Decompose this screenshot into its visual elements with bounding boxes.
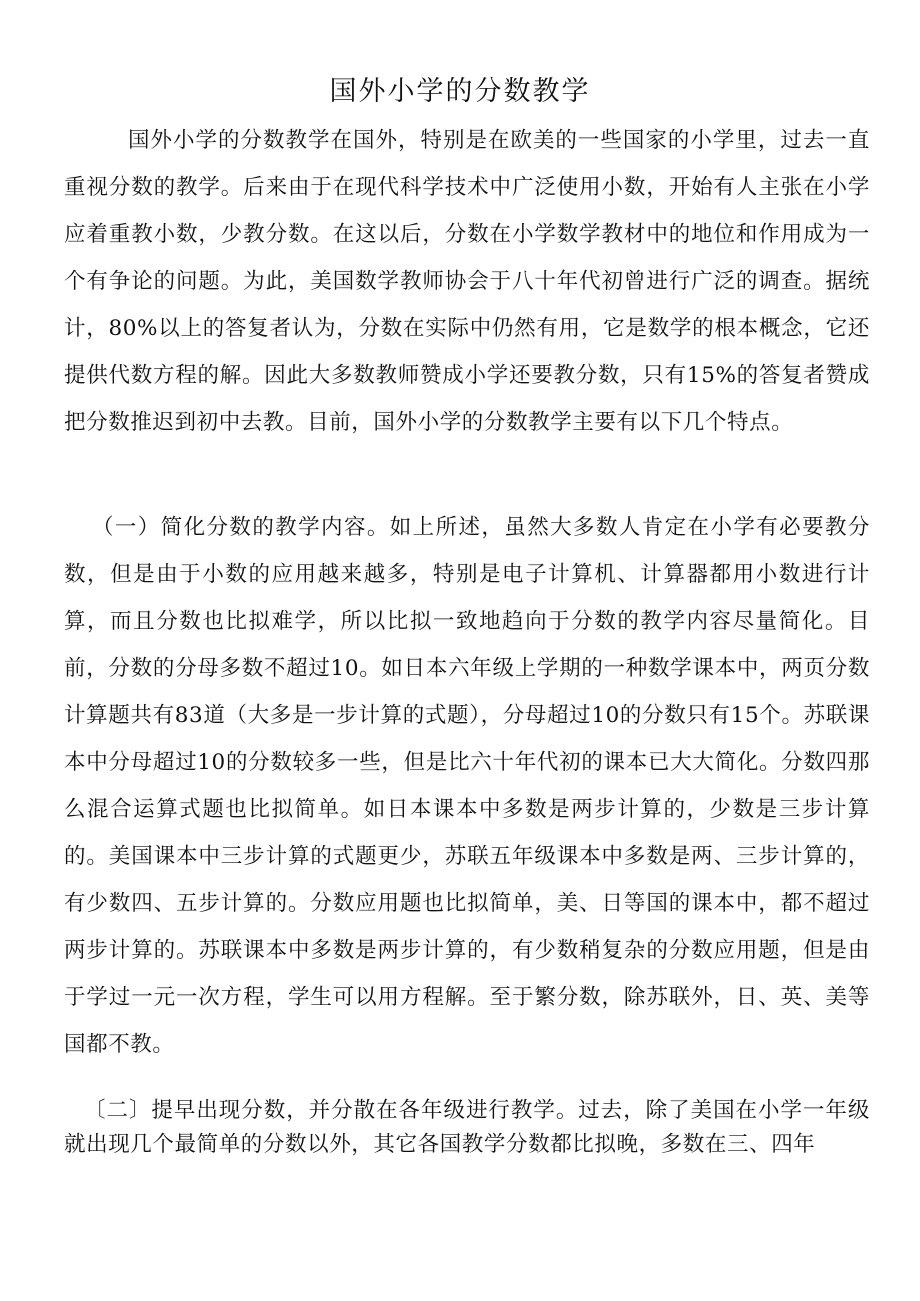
paragraph-intro: 国外小学的分数教学在国外，特别是在欧美的一些国家的小学里，过去一直重视分数的教学。后来由于在现代科学技术中广泛使用小数，开始有人主张在小学应着重教小数，少教分数。在这以后，分数在小学数学教材中的地位和作用成为一个有争论的问题。为此，美国数学教师协会于八十年代初曾进行广泛的调查。据统计，80%以上的答复者认为，分数在实际中仍然有用，它是数学的根本概念，它还提供代数方程的解。因此大多数教师赞成小学还要教分数，只有15%的答复者赞成把分数推迟到初中去教。目前，国外小学的分数教学主要有以下几个特点。: [64, 128, 870, 435]
paragraph-section-two: 〔二〕提早出现分数，并分散在各年级进行教学。过去，除了美国在小学一年级就出现几个最简单的分数以外，其它各国教学分数都比拟晚，多数在三、四年: [64, 1098, 870, 1157]
paragraph-section-one: （一）简化分数的教学内容。如上所述，虽然大多数人肯定在小学有必要教分数，但是由于小数的应用越来越多，特别是电子计算机、计算器都用小数进行计算，而且分数也比拟难学，所以比拟一致地趋向于分数的教学内容尽量简化。目前，分数的分母多数不超过10。如日本六年级上学期的一种数学课本中，两页分数计算题共有83道（大多是一步计算的式题），分母超过10的分数只有15个。苏联课本中分母超过10的分数较多一些，但是比六十年代初的课本已大大简化。分数四那么混合运算式题也比拟简单。如日本课本中多数是两步计算的，少数是三步计算的。美国课本中三步计算的式题更少，苏联五年级课本中多数是两、三步计算的，有少数四、五步计算的。分数应用题也比拟简单，美、日等国的课本中，都不超过两步计算的。苏联课本中多数是两步计算的，有少数稍复杂的分数应用题，但是由于学过一元一次方程，学生可以用方程解。至于繁分数，除苏联外，日、英、美等国都不教。: [64, 515, 870, 1057]
document-title: 国外小学的分数教学: [329, 76, 591, 107]
